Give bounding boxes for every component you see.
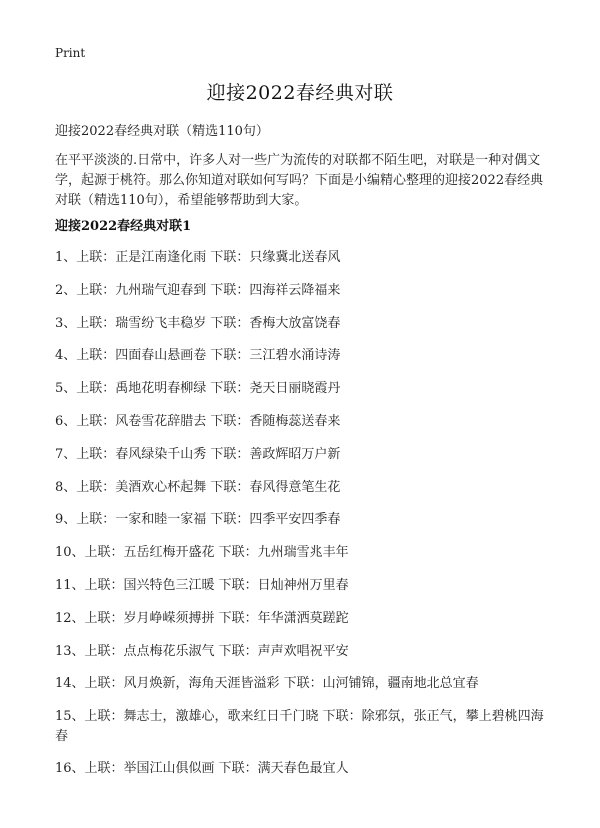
couplet-item: 1、上联：正是江南逢化雨 下联：只缘冀北送春风 — [55, 250, 341, 265]
couplet-item: 11、上联：国兴特色三江暖 下联：日灿神州万里春 — [55, 577, 349, 593]
couplet-item: 12、上联：岁月峥嵘须搏拼 下联：年华潇洒莫蹉跎 — [55, 610, 349, 626]
couplet-item: 15、上联：舞志士，激雄心，歌来红日千门晓 下联：除邪氛，张正气，攀上碧桃四海春 — [55, 709, 544, 745]
couplet-item: 16、上联：举国江山俱似画 下联：满天春色最宜人 — [55, 761, 349, 777]
couplet-item: 13、上联：点点梅花乐淑气 下联：声声欢唱祝平安 — [55, 643, 349, 659]
couplet-item: 9、上联：一家和睦一家福 下联：四季平安四季春 — [55, 512, 341, 528]
couplet-item: 5、上联：禹地花明春柳绿 下联：尧天日丽晓霞丹 — [55, 381, 341, 397]
page-title: 迎接2022春经典对联 — [206, 82, 394, 104]
couplet-item: 8、上联：美酒欢心杯起舞 下联：春风得意笔生花 — [55, 479, 341, 495]
print-link[interactable]: Print — [55, 46, 86, 60]
couplet-list — [55, 248, 549, 792]
couplet-item: 2、上联：九州瑞气迎春到 下联：四海祥云降福来 — [55, 282, 341, 298]
couplet-item: 4、上联：四面春山悬画卷 下联：三江碧水涌诗涛 — [55, 348, 341, 364]
article-subtitle: 迎接2022春经典对联（精选110句） — [55, 124, 269, 139]
couplet-item: 10、上联：五岳红梅开盛花 下联：九州瑞雪兆丰年 — [55, 545, 349, 561]
section-heading: 迎接2022春经典对联1 — [55, 219, 192, 234]
couplet-item: 14、上联：风月焕新，海角天涯皆溢彩 下联：山河铺锦，疆南地北总宜春 — [55, 676, 479, 692]
couplet-item: 7、上联：春风绿染千山秀 下联：善政辉昭万户新 — [55, 446, 341, 462]
couplet-item: 6、上联：风卷雪花辞腊去 下联：香随梅蕊送春来 — [55, 413, 341, 429]
couplet-item: 3、上联：瑞雪纷飞丰稳岁 下联：香梅大放富饶春 — [55, 315, 341, 331]
intro-paragraph: 在平平淡淡的.日常中，许多人对一些广为流传的对联都不陌生吧，对联是一种对偶文学，起源于桃符。那么你知道对联如何写吗？下面是小编精心整理的迎接2022春经典对联（精选110句），希望能够帮助到大家。 — [55, 153, 544, 208]
